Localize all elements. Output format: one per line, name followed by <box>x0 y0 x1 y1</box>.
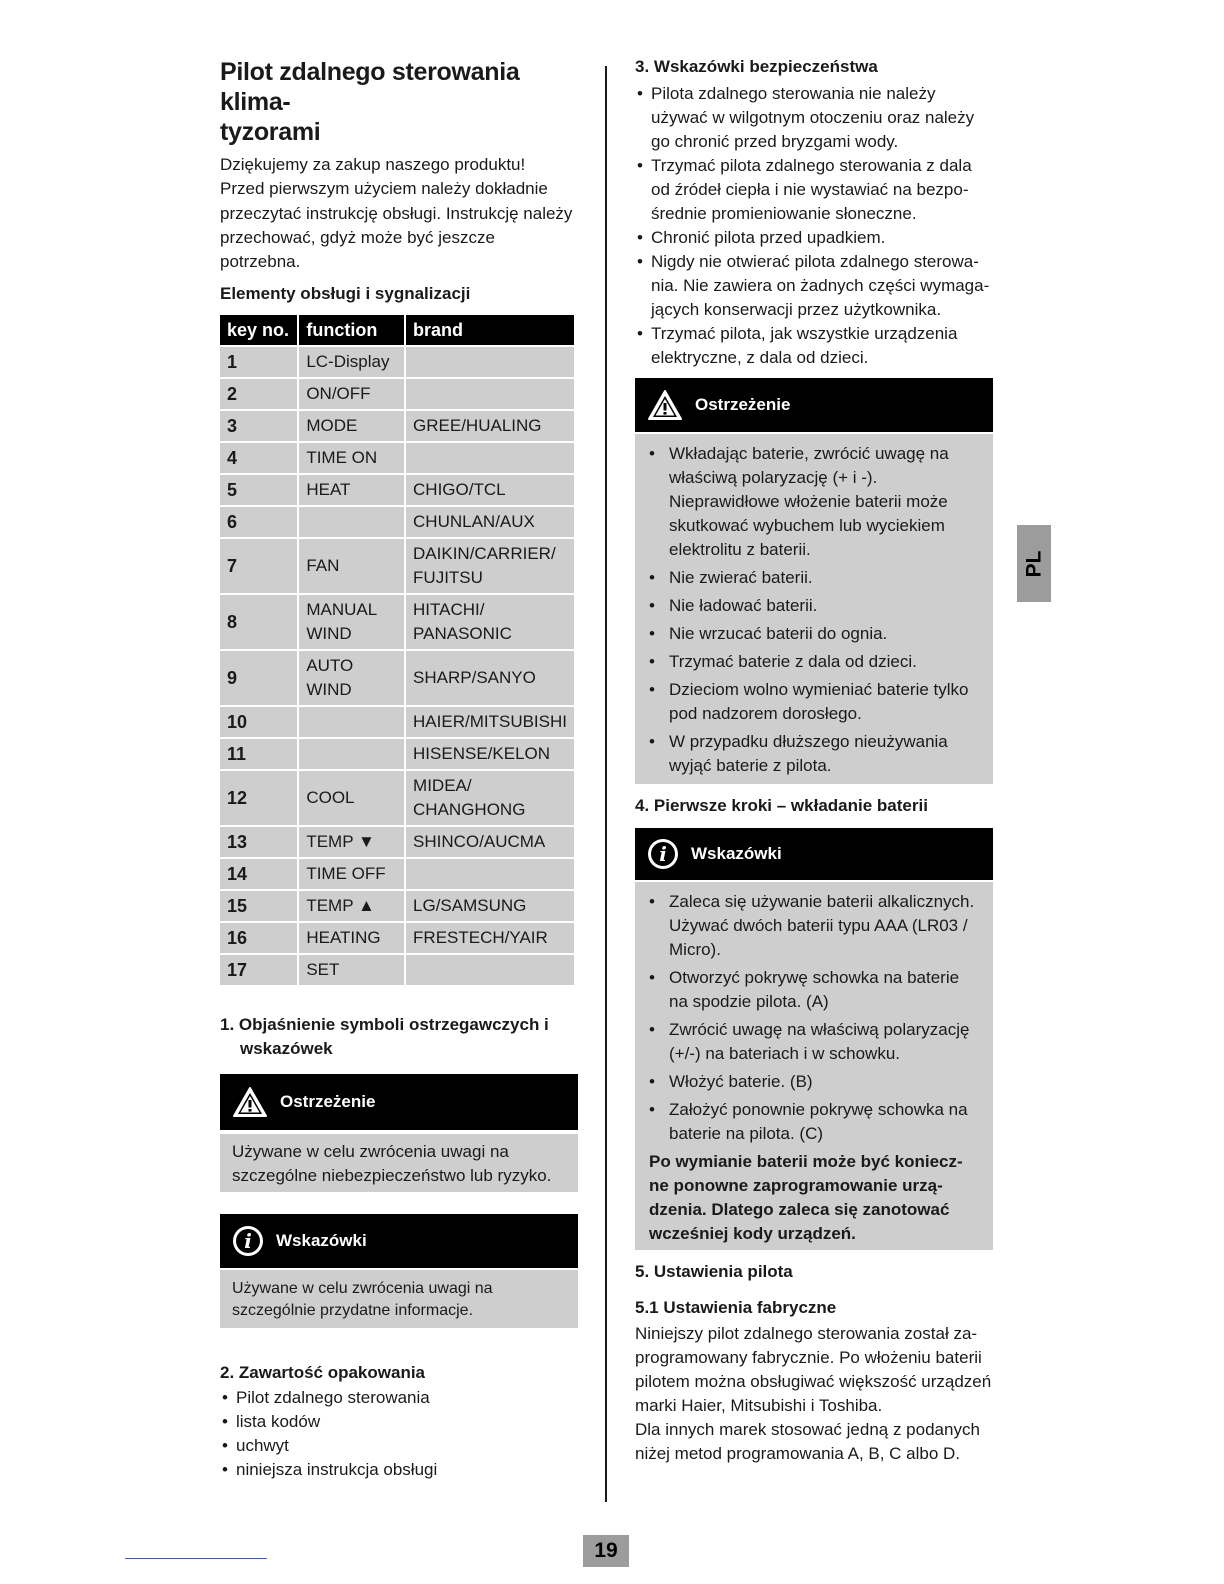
intro-line: Przed pierwszym użyciem należy dokładnie <box>220 179 548 199</box>
controls-heading: Elementy obsługi i sygnalizacji <box>220 284 471 304</box>
section-1-heading <box>220 1013 578 1061</box>
intro-paragraph <box>220 153 578 274</box>
note-legend-text: szczególnie przydatne informacje. <box>232 1302 474 1320</box>
table-row <box>220 827 574 857</box>
list-item: • Nie wrzucać baterii do ognia. <box>649 622 979 646</box>
left-column <box>220 52 578 1482</box>
battery-note-header <box>635 828 993 880</box>
table-row <box>220 651 574 705</box>
table-row <box>220 859 574 889</box>
list-item: • Dzieciom wolno wymieniać baterie tylko pod nadzorem dorosłego. <box>649 678 979 726</box>
list-item: • Trzymać pilota zdalnego sterowania z dala od źródeł ciepła i nie wystawiać na bezpo-średnie promieniowanie słoneczne. <box>635 154 993 226</box>
brand-cell: MIDEA/ CHANGHONG <box>406 771 574 825</box>
paragraph-line: Niniejszy pilot zdalnego sterowania został za- <box>635 1324 978 1343</box>
table-row <box>220 923 574 953</box>
function-cell: LC-Display <box>299 347 404 377</box>
brand-cell: HITACHI/ PANASONIC <box>406 595 574 649</box>
list-item: • Nie ładować baterii. <box>649 594 979 618</box>
battery-note-body <box>635 882 993 1250</box>
battery-warning-list <box>635 434 993 778</box>
section-1-heading-line-1: 1. Objaśnienie symboli ostrzegawczych i <box>220 1015 549 1035</box>
battery-warning-box <box>635 378 993 784</box>
table-row <box>220 771 574 825</box>
warning-legend-text: szczególne niebezpieczeństwo lub ryzyko. <box>232 1166 552 1186</box>
page-title <box>220 57 578 147</box>
section-5-heading: 5. Ustawienia pilota <box>635 1262 793 1281</box>
list-item: • Założyć ponownie pokrywę schowka na baterie na pilota. (C) <box>649 1098 979 1146</box>
language-tab-label: PL <box>1022 550 1045 577</box>
function-cell: AUTO WIND <box>299 651 404 705</box>
svg-text:i: i <box>244 1229 252 1254</box>
list-item: • uchwyt <box>220 1434 578 1458</box>
battery-warning-body <box>635 434 993 784</box>
table-row <box>220 891 574 921</box>
note-legend-text: Używane w celu zwrócenia uwagi na <box>232 1280 493 1298</box>
paragraph-line: marki Haier, Mitsubishi i Toshiba. <box>635 1396 883 1415</box>
brand-cell <box>406 859 574 889</box>
battery-note-list <box>635 882 993 1146</box>
function-cell <box>299 739 404 769</box>
function-cell <box>299 507 404 537</box>
key-cell: 1 <box>220 347 297 377</box>
warning-legend-box <box>220 1074 578 1192</box>
table-row <box>220 707 574 737</box>
battery-warning-header <box>635 378 993 432</box>
function-cell: TEMP ▼ <box>299 827 404 857</box>
table-row <box>220 475 574 505</box>
list-item: • lista kodów <box>220 1410 578 1434</box>
function-cell: TIME OFF <box>299 859 404 889</box>
key-cell: 8 <box>220 595 297 649</box>
warning-legend-body <box>220 1134 578 1192</box>
warning-triangle-icon <box>232 1086 268 1118</box>
table-header-row <box>220 315 574 345</box>
table-row <box>220 955 574 985</box>
battery-note-title: Wskazówki <box>691 844 782 863</box>
key-cell: 15 <box>220 891 297 921</box>
key-cell: 7 <box>220 539 297 593</box>
page-title-line-2: tyzorami <box>220 118 321 146</box>
battery-note-bold-text: Po wymianie baterii może być koniecz-ne ponowne zaprogramowanie urzą-dzenia. Dlatego zaleca się zanotować wcześniej kody urządzeń. <box>649 1152 963 1243</box>
key-cell: 11 <box>220 739 297 769</box>
page-number: 19 <box>583 1535 629 1567</box>
warning-triangle-icon <box>647 389 683 421</box>
note-legend-body <box>220 1270 578 1328</box>
table-row <box>220 539 574 593</box>
list-item: • Nie zwierać baterii. <box>649 566 979 590</box>
list-item: • W przypadku dłuższego nieużywania wyjąć baterie z pilota. <box>649 730 979 778</box>
function-cell: ON/OFF <box>299 379 404 409</box>
table-row <box>220 347 574 377</box>
warning-legend-text: Używane w celu zwrócenia uwagi na <box>232 1142 509 1162</box>
column-header-brand: brand <box>406 315 574 345</box>
function-cell: SET <box>299 955 404 985</box>
brand-cell: CHUNLAN/AUX <box>406 507 574 537</box>
brand-cell <box>406 443 574 473</box>
brand-cell: CHIGO/TCL <box>406 475 574 505</box>
table-row <box>220 595 574 649</box>
key-cell: 5 <box>220 475 297 505</box>
paragraph-line: pilotem można obsługiwać większość urządzeń <box>635 1372 992 1391</box>
list-item: • Trzymać baterie z dala od dzieci. <box>649 650 979 674</box>
brand-cell <box>406 379 574 409</box>
paragraph-line: niżej metod programowania A, B, C albo D. <box>635 1444 961 1463</box>
key-cell: 16 <box>220 923 297 953</box>
function-cell: FAN <box>299 539 404 593</box>
info-icon <box>647 838 679 870</box>
intro-line: Dziękujemy za zakup naszego produktu! <box>220 155 526 174</box>
note-legend-box <box>220 1214 578 1328</box>
brand-cell: LG/SAMSUNG <box>406 891 574 921</box>
page-title-line-1: Pilot zdalnego sterowania klima- <box>220 58 520 116</box>
function-cell: MANUAL WIND <box>299 595 404 649</box>
function-cell: COOL <box>299 771 404 825</box>
key-cell: 14 <box>220 859 297 889</box>
warning-legend-title: Ostrzeżenie <box>280 1092 376 1112</box>
list-item: • Włożyć baterie. (B) <box>649 1070 979 1094</box>
section-5-1-heading: 5.1 Ustawienia fabryczne <box>635 1298 837 1317</box>
list-item: • Pilot zdalnego sterowania <box>220 1386 578 1410</box>
note-legend-title: Wskazówki <box>276 1231 367 1251</box>
table-row <box>220 507 574 537</box>
warning-legend-header <box>220 1074 578 1130</box>
key-cell: 3 <box>220 411 297 441</box>
section-2-heading: 2. Zawartość opakowania <box>220 1363 426 1383</box>
intro-line: przechować, gdyż może być jeszcze potrzebna. <box>220 227 495 272</box>
brand-cell <box>406 955 574 985</box>
function-cell: MODE <box>299 411 404 441</box>
list-item: • Nigdy nie otwierać pilota zdalnego sterowa-nia. Nie zawiera on żadnych części wymaga-jących konserwacji przez użytkownika. <box>635 250 993 322</box>
paragraph-line: programowany fabrycznie. Po włożeniu baterii <box>635 1348 982 1367</box>
list-item: • Zwrócić uwagę na właściwą polaryzację (+/-) na bateriach i w schowku. <box>649 1018 979 1066</box>
list-item: • Trzymać pilota, jak wszystkie urządzenia elektryczne, z dala od dzieci. <box>635 322 993 370</box>
key-cell: 6 <box>220 507 297 537</box>
factory-settings-paragraph <box>635 1322 993 1466</box>
column-divider <box>605 66 607 1502</box>
list-item: • Pilota zdalnego sterowania nie należy używać w wilgotnym otoczeniu oraz należy go chronić przed bryzgami wody. <box>635 82 993 154</box>
safety-list <box>635 82 993 370</box>
paragraph-line: Dla innych marek stosować jedną z podanych <box>635 1420 980 1439</box>
intro-line: przeczytać instrukcję obsługi. Instrukcję należy <box>220 203 573 223</box>
key-cell: 9 <box>220 651 297 705</box>
key-cell: 2 <box>220 379 297 409</box>
key-cell: 13 <box>220 827 297 857</box>
table-row <box>220 739 574 769</box>
brand-cell: HAIER/MITSUBISHI <box>406 707 574 737</box>
controls-table <box>218 313 576 987</box>
battery-note-box <box>635 828 993 1250</box>
brand-cell: SHARP/SANYO <box>406 651 574 705</box>
function-cell <box>299 707 404 737</box>
list-item: • Wkładając baterie, zwrócić uwagę na właściwą polaryzację (+ i -). Nieprawidłowe włożenie baterii może skutkować wybuchem lub wyciekiem elektrolitu z baterii. <box>649 442 979 562</box>
function-cell: TIME ON <box>299 443 404 473</box>
brand-cell: HISENSE/KELON <box>406 739 574 769</box>
svg-text:i: i <box>659 842 667 866</box>
battery-warning-title: Ostrzeżenie <box>695 395 791 414</box>
function-cell: HEATING <box>299 923 404 953</box>
info-icon <box>232 1225 264 1257</box>
column-header-key: key no. <box>220 315 297 345</box>
key-cell: 10 <box>220 707 297 737</box>
list-item: • Chronić pilota przed upadkiem. <box>635 226 993 250</box>
key-cell: 4 <box>220 443 297 473</box>
list-item: • Otworzyć pokrywę schowka na baterie na spodzie pilota. (A) <box>649 966 979 1014</box>
package-contents-list <box>220 1386 578 1482</box>
brand-cell: GREE/HUALING <box>406 411 574 441</box>
section-4-heading: 4. Pierwsze kroki – wkładanie baterii <box>635 796 928 815</box>
brand-cell: DAIKIN/CARRIER/ FUJITSU <box>406 539 574 593</box>
table-row <box>220 443 574 473</box>
list-item: • Zaleca się używanie baterii alkalicznych. Używać dwóch baterii typu AAA (LR03 / Micro). <box>649 890 979 962</box>
key-cell: 12 <box>220 771 297 825</box>
list-item: • niniejsza instrukcja obsługi <box>220 1458 578 1482</box>
language-tab <box>1017 525 1051 602</box>
table-row <box>220 379 574 409</box>
column-header-function: function <box>299 315 404 345</box>
brand-cell: SHINCO/AUCMA <box>406 827 574 857</box>
function-cell: HEAT <box>299 475 404 505</box>
right-column <box>635 52 993 1466</box>
section-1-heading-line-2: wskazówek <box>240 1039 333 1059</box>
section-3-heading: 3. Wskazówki bezpieczeństwa <box>635 57 878 76</box>
brand-cell <box>406 347 574 377</box>
note-legend-header <box>220 1214 578 1268</box>
brand-cell: FRESTECH/YAIR <box>406 923 574 953</box>
function-cell: TEMP ▲ <box>299 891 404 921</box>
footer-rule <box>125 1558 267 1559</box>
table-row <box>220 411 574 441</box>
key-cell: 17 <box>220 955 297 985</box>
